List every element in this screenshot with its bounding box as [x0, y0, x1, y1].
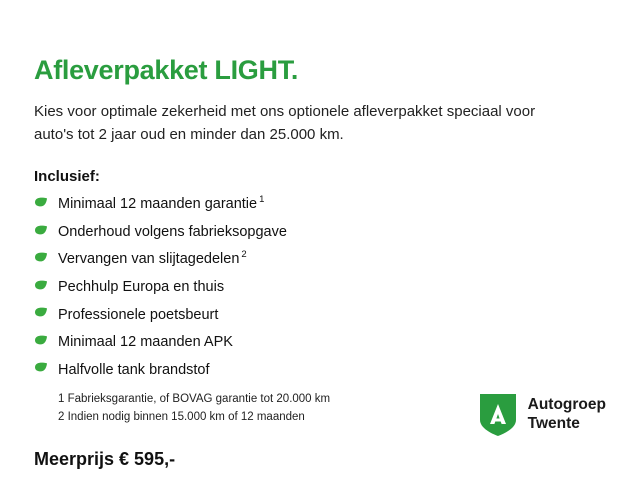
footnote-2: 2 Indien nodig binnen 15.000 km of 12 maanden — [58, 411, 305, 424]
footnote-1: 1 Fabrieksgarantie, of BOVAG garantie tot 20.000 km — [58, 393, 331, 406]
leaf-bullet-icon — [34, 252, 48, 262]
feature-label: Halfvolle tank brandstof — [58, 361, 210, 378]
company-logo — [478, 392, 606, 438]
list-item — [34, 359, 606, 382]
shield-logo-icon — [478, 392, 518, 438]
leaf-bullet-icon — [34, 197, 48, 207]
feature-list — [34, 193, 606, 381]
inclusief-heading: Inclusief: — [34, 168, 100, 186]
list-item — [34, 276, 606, 299]
list-item — [34, 221, 606, 244]
list-item — [34, 193, 606, 216]
price-label: Meerprijs € 595,- — [34, 448, 176, 469]
feature-label: Professionele poetsbeurt — [58, 306, 219, 323]
leaf-bullet-icon — [34, 335, 48, 345]
feature-label: Vervangen van slijtagedelen $^2$ — [58, 249, 247, 268]
footnote-marker: 1 — [259, 194, 265, 206]
leaf-bullet-icon — [34, 280, 48, 290]
feature-label: Pechhulp Europa en thuis — [58, 278, 225, 295]
list-item — [34, 304, 606, 327]
feature-label: Minimaal 12 maanden garantie $^1$ — [58, 194, 265, 213]
logo-line-1: Autogroep — [527, 396, 606, 414]
leaf-bullet-icon — [34, 362, 48, 372]
logo-line-2: Twente — [527, 415, 580, 432]
feature-label: Minimaal 12 maanden APK — [58, 333, 233, 350]
feature-label: Onderhoud volgens fabrieksopgave — [58, 223, 287, 240]
leaf-bullet-icon — [34, 307, 48, 317]
list-item — [34, 248, 606, 271]
footnote-marker: 2 — [241, 249, 247, 261]
list-item — [34, 331, 606, 354]
logo-text — [528, 396, 606, 434]
intro-text: Kies voor optimale zekerheid met ons optionele afleverpakket speciaal voor auto's tot 2 jaar oud en minder dan 25.000 km. — [34, 102, 536, 143]
leaf-bullet-icon — [34, 225, 48, 235]
page-title: Afleverpakket LIGHT. — [34, 55, 299, 85]
